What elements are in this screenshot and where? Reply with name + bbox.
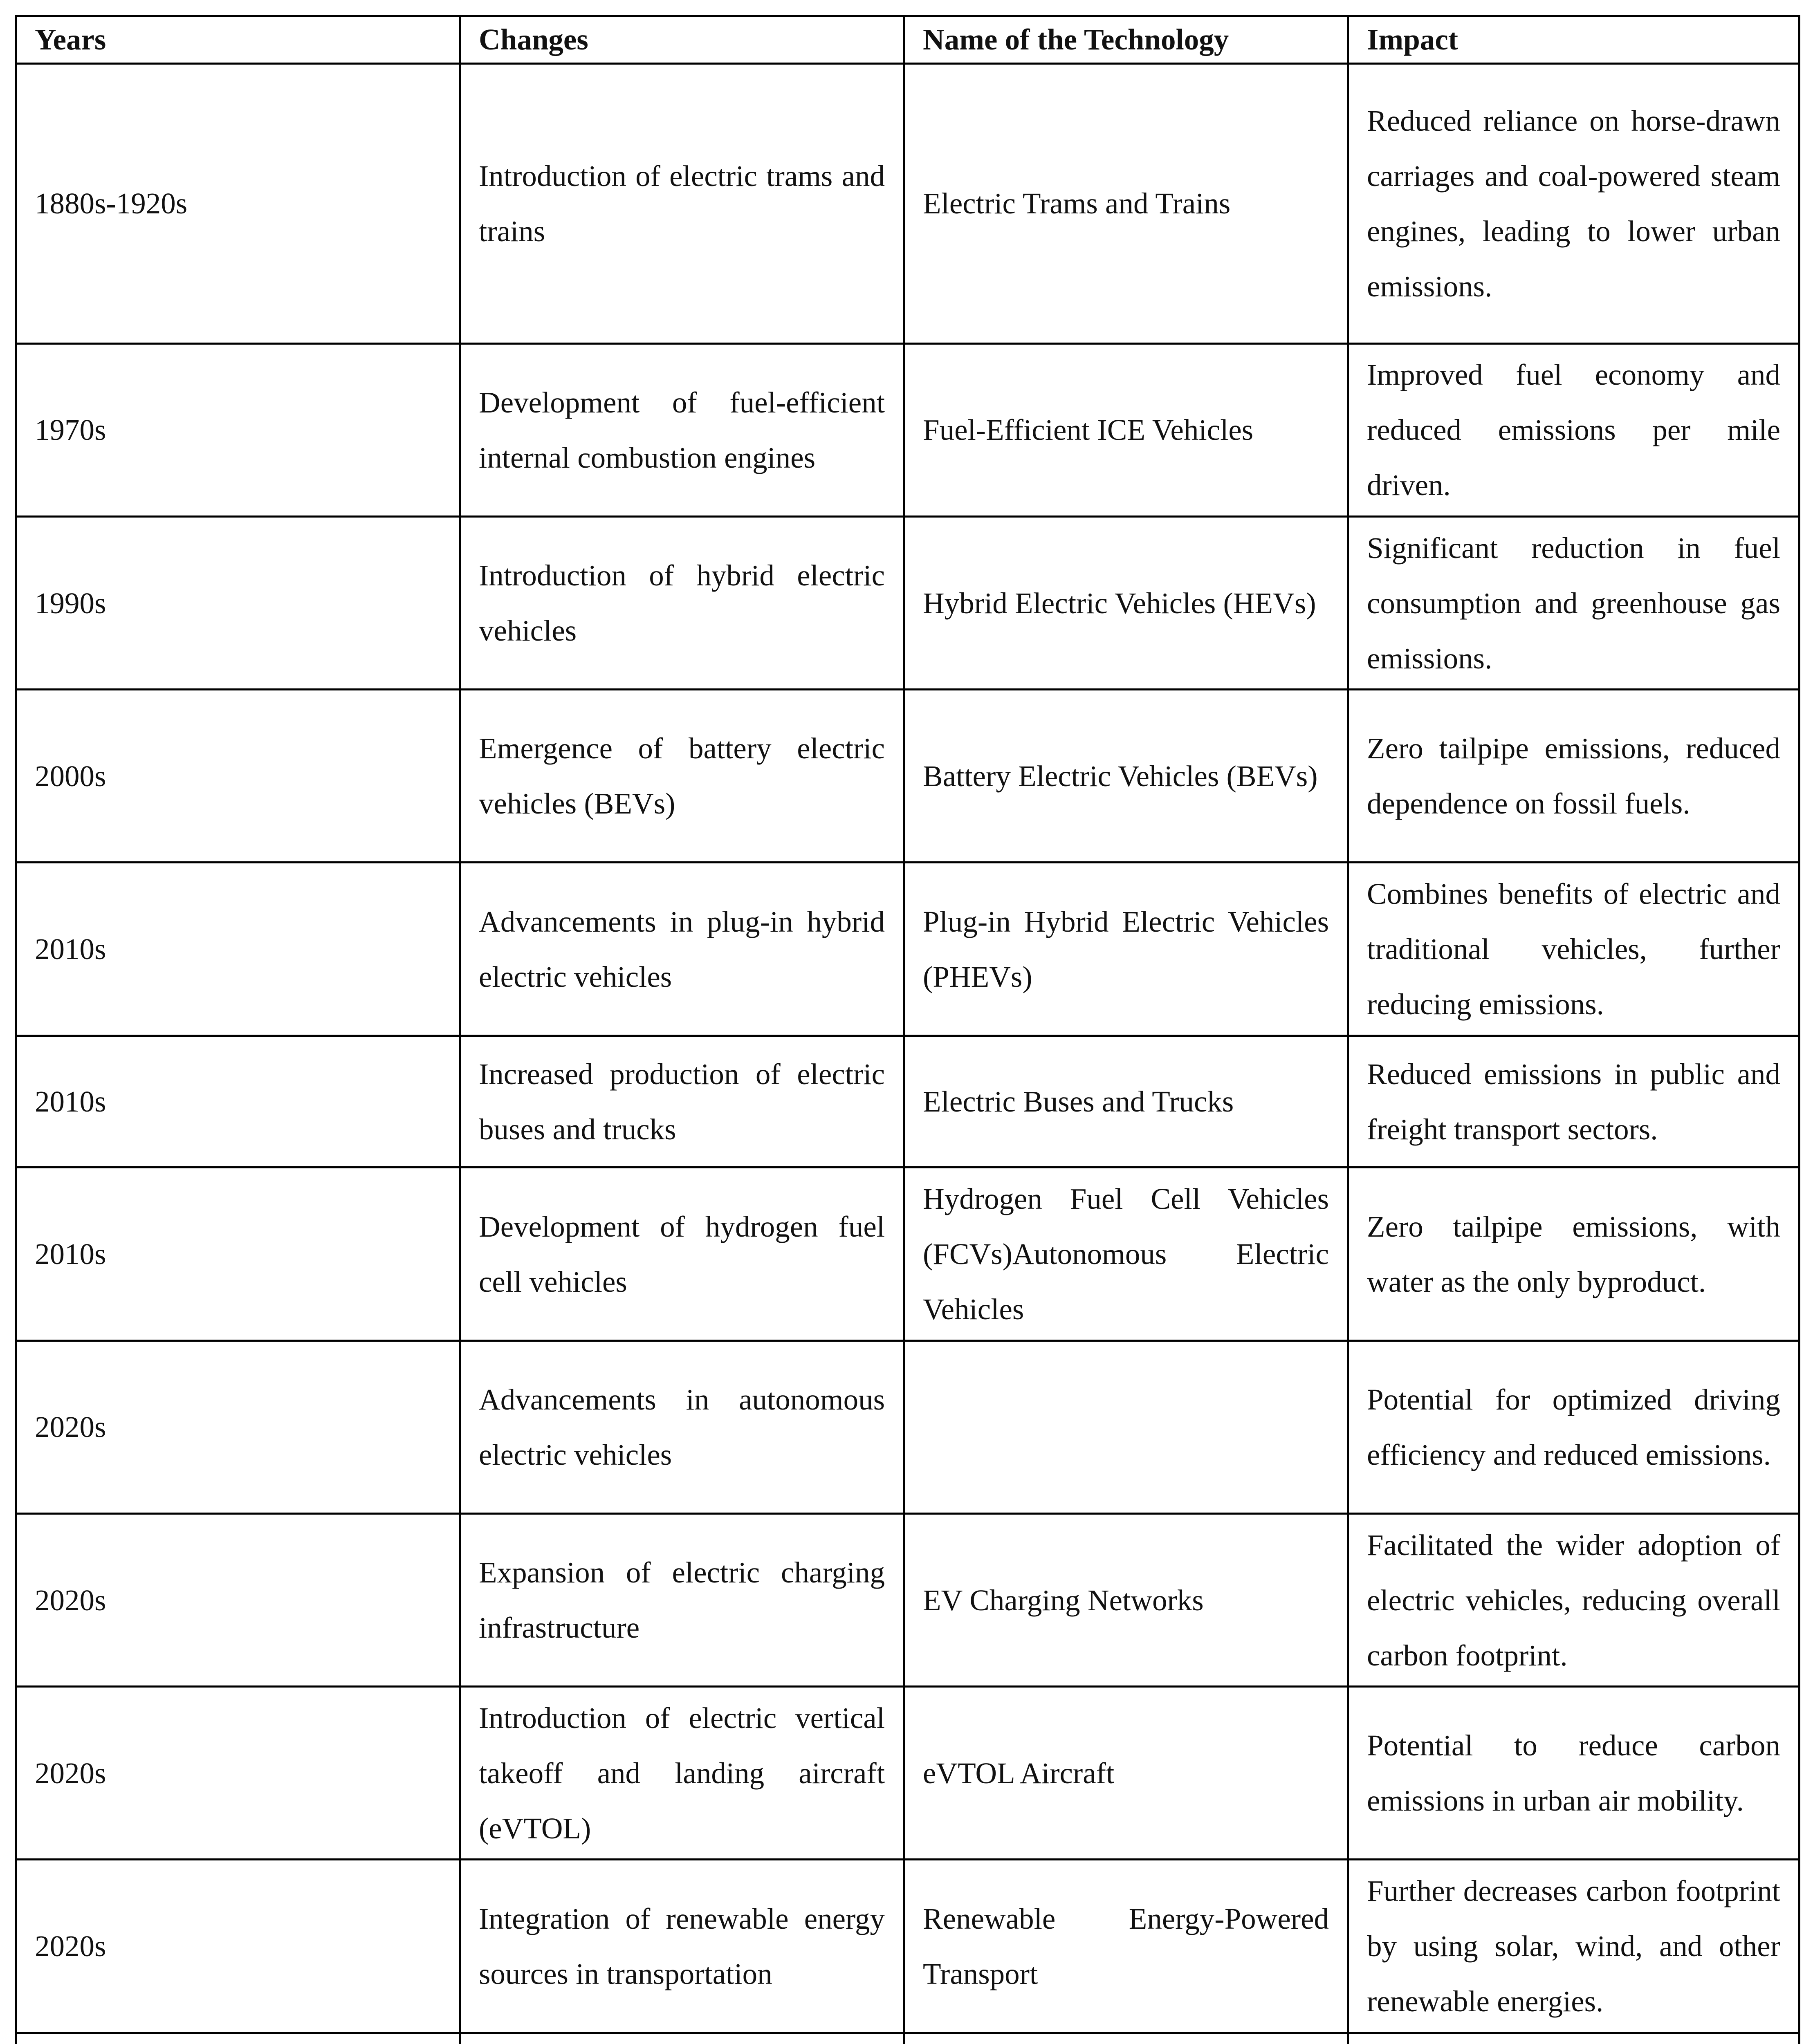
years-cell: 2020s: [16, 1687, 460, 1860]
years-cell: 2020s: [16, 1340, 460, 1513]
changes-cell: Introduction of electric trams and trains: [460, 64, 904, 344]
years-cell: 1970s: [16, 343, 460, 516]
technology-cell: Renewable Energy-Powered Transport: [904, 1860, 1348, 2033]
impact-cell: Zero tailpipe emissions, with water as the only byproduct.: [1348, 1168, 1800, 1340]
years-cell: 2020s: [16, 1513, 460, 1686]
table-row: [16, 1687, 1800, 1860]
technology-cell: Fuel-Efficient ICE Vehicles: [904, 343, 1348, 516]
technology-cell: Hybrid Electric Vehicles (HEVs): [904, 516, 1348, 689]
header-years: Years: [16, 16, 460, 64]
changes-cell: Expansion of electric charging infrastructure: [460, 1513, 904, 1686]
technology-cell: Plug-in Hybrid Electric Vehicles (PHEVs): [904, 863, 1348, 1035]
years-cell: 1880s-1920s: [16, 64, 460, 344]
impact-cell: Reduced reliance on horse-drawn carriages and coal-powered steam engines, leading to lower urban emissions.: [1348, 64, 1800, 344]
impact-cell: Zero tailpipe emissions, reduced dependence on fossil fuels.: [1348, 690, 1800, 863]
table-row: [16, 1340, 1800, 1513]
table-row: [16, 2033, 1800, 2044]
header-changes: Changes: [460, 16, 904, 64]
changes-cell: [460, 2033, 904, 2044]
changes-cell: Development of fuel-efficient internal combustion engines: [460, 343, 904, 516]
years-cell: 2010s: [16, 1168, 460, 1340]
impact-cell: Potential to reduce carbon emissions in urban air mobility.: [1348, 1687, 1800, 1860]
table-row: [16, 690, 1800, 863]
table-row: [16, 1035, 1800, 1168]
changes-cell: Integration of renewable energy sources in transportation: [460, 1860, 904, 2033]
technology-cell: Battery Electric Vehicles (BEVs): [904, 690, 1348, 863]
impact-cell: Improved fuel economy and reduced emissions per mile driven.: [1348, 343, 1800, 516]
header-impact: Impact: [1348, 16, 1800, 64]
impact-cell: Combines benefits of electric and traditional vehicles, further reducing emissions.: [1348, 863, 1800, 1035]
technology-cell: eVTOL Aircraft: [904, 1687, 1348, 1860]
changes-cell: Advancements in autonomous electric vehicles: [460, 1340, 904, 1513]
changes-cell: Emergence of battery electric vehicles (BEVs): [460, 690, 904, 863]
technology-cell: EV Charging Networks: [904, 1513, 1348, 1686]
table-row: [16, 1168, 1800, 1340]
table-row: [16, 516, 1800, 689]
technology-cell: Hydrogen Fuel Cell Vehicles (FCVs)Autonomous Electric Vehicles: [904, 1168, 1348, 1340]
technology-cell: [904, 1340, 1348, 1513]
table-row: [16, 64, 1800, 344]
changes-cell: Increased production of electric buses and trucks: [460, 1035, 904, 1168]
impact-cell: Reduced emissions in public and freight transport sectors.: [1348, 1035, 1800, 1168]
years-cell: 1990s: [16, 516, 460, 689]
changes-cell: Introduction of electric vertical takeoff and landing aircraft (eVTOL): [460, 1687, 904, 1860]
technology-cell: Electric Buses and Trucks: [904, 1035, 1348, 1168]
header-row: [16, 16, 1800, 64]
changes-cell: Development of hydrogen fuel cell vehicles: [460, 1168, 904, 1340]
changes-cell: Introduction of hybrid electric vehicles: [460, 516, 904, 689]
technology-impact-table: [15, 15, 1800, 2044]
technology-cell: [904, 2033, 1348, 2044]
impact-cell: [1348, 2033, 1800, 2044]
years-cell: 2020s: [16, 1860, 460, 2033]
table-row: [16, 1513, 1800, 1686]
table-row: [16, 343, 1800, 516]
years-cell: 2010s: [16, 863, 460, 1035]
years-cell: [16, 2033, 460, 2044]
years-cell: 2010s: [16, 1035, 460, 1168]
impact-cell: Further decreases carbon footprint by using solar, wind, and other renewable energies.: [1348, 1860, 1800, 2033]
impact-cell: Potential for optimized driving efficiency and reduced emissions.: [1348, 1340, 1800, 1513]
years-cell: 2000s: [16, 690, 460, 863]
technology-cell: Electric Trams and Trains: [904, 64, 1348, 344]
changes-cell: Advancements in plug-in hybrid electric vehicles: [460, 863, 904, 1035]
header-technology: Name of the Technology: [904, 16, 1348, 64]
impact-cell: Significant reduction in fuel consumption and greenhouse gas emissions.: [1348, 516, 1800, 689]
table-row: [16, 863, 1800, 1035]
impact-cell: Facilitated the wider adoption of electric vehicles, reducing overall carbon footprint.: [1348, 1513, 1800, 1686]
table-row: [16, 1860, 1800, 2033]
